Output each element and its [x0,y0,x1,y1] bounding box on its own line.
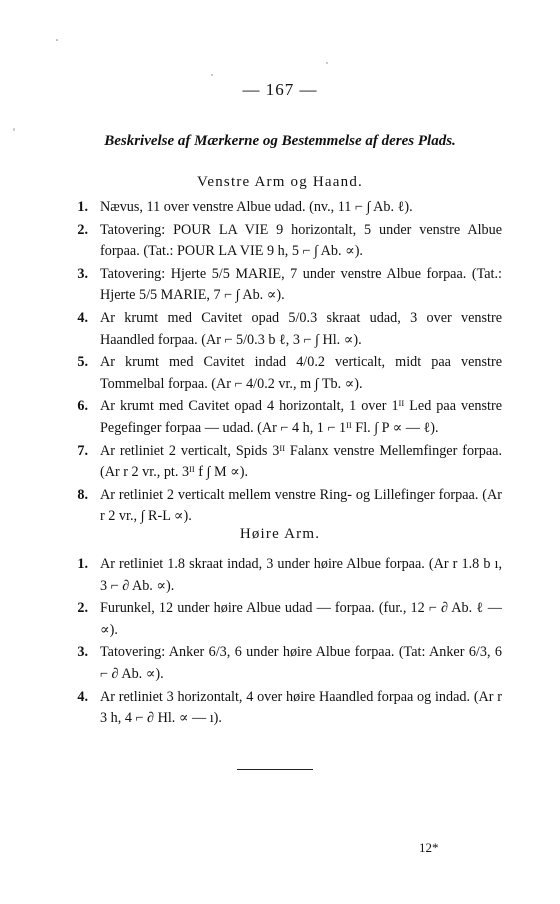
item-number: 6. [77,398,88,415]
item-text: Nævus, 11 over venstre Albue udad. (nv., 11 ⌐ ∫ Ab. ℓ). [100,199,413,215]
page-number: — 167 — [242,80,318,99]
item-number: 1. [77,556,88,572]
list-item [62,396,502,439]
list-item [62,554,502,597]
item-number: 3. [77,265,88,282]
item-number: 3. [77,644,88,661]
signature-mark: 12* [419,840,439,855]
item-number: 1. [77,199,88,215]
list-item [62,352,502,395]
list-item [62,264,502,307]
item-text: Ar krumt med Cavitet opad 5/0.3 skraat udad, 3 over venstre Haandled forpaa. (Ar ⌐ 5/0.3 b ℓ, 3 ⌐ ∫ Hl. ∝). [100,309,502,348]
item-number: 4. [77,309,88,326]
right-arm-marks-list [62,554,502,731]
item-text: Ar retliniet 2 verticalt, Spids 3ᴵᴵ Falanx venstre Mellemfinger forpaa. (Ar r 2 vr., pt. 3ᴵᴵ f ∫ M ∝). [100,442,502,481]
item-number: 2. [77,600,88,617]
item-text: Furunkel, 12 under høire Albue udad — forpaa. (fur., 12 ⌐ ∂ Ab. ℓ — ∝). [100,600,502,638]
item-text: Ar krumt med Cavitet opad 4 horizontalt, 1 over 1ᴵᴵ Led paa venstre Pegefinger forpaa — udad. (Ar ⌐ 4 h, 1 ⌐ 1ᴵᴵ Fl. ∫ P ∝ — ℓ). [100,398,502,436]
list-item [62,687,502,730]
list-item [62,642,502,685]
list-item [62,220,502,263]
page-heading: Beskrivelse af Mærkerne og Bestemmelse af deres Plads. [104,133,456,149]
item-text: Ar krumt med Cavitet indad 4/0.2 verticalt, midt paa venstre Tommelbal forpaa. (Ar ⌐ 4/0.2 vr., m ∫ Tb. ∝). [100,354,502,392]
list-item [62,441,502,484]
item-text: Tatovering: Anker 6/3, 6 under høire Albue forpaa. (Tat: Anker 6/3, 6 ⌐ ∂ Ab. ∝). [100,644,502,682]
section-title-left-arm: Venstre Arm og Haand. [196,174,363,190]
list-item [62,197,502,219]
list-item [62,308,502,351]
item-number: 7. [77,442,88,459]
item-number: 5. [77,354,88,371]
item-text: Ar retliniet 1.8 skraat indad, 3 under høire Albue forpaa. (Ar r 1.8 b ı, 3 ⌐ ∂ Ab. ∝). [100,556,502,594]
list-item [62,598,502,641]
item-number: 4. [77,688,88,705]
left-arm-marks-list [62,197,502,529]
item-text: Ar retliniet 2 verticalt mellem venstre Ring- og Lillefinger forpaa. (Ar r 2 vr., ∫ R-L ∝). [100,486,502,525]
item-text: Tatovering: Hjerte 5/5 MARIE, 7 under venstre Albue forpaa. (Tat.: Hjerte 5/5 MARIE, 7 ⌐ ∫ Ab. ∝). [100,265,502,304]
item-text: Ar retliniet 3 horizontalt, 4 over høire Haandled forpaa og indad. (Ar r 3 h, 4 ⌐ ∂ Hl. ∝ — ı). [100,688,502,727]
section-divider [237,769,313,770]
section-title-right-arm: Høire Arm. [239,526,321,542]
item-number: 2. [77,221,88,238]
list-item [62,485,502,528]
item-number: 8. [77,486,88,503]
item-text: Tatovering: POUR LA VIE 9 horizontalt, 5 under venstre Albue forpaa. (Tat.: POUR LA VIE 9 h, 5 ⌐ ∫ Ab. ∝). [100,221,502,260]
